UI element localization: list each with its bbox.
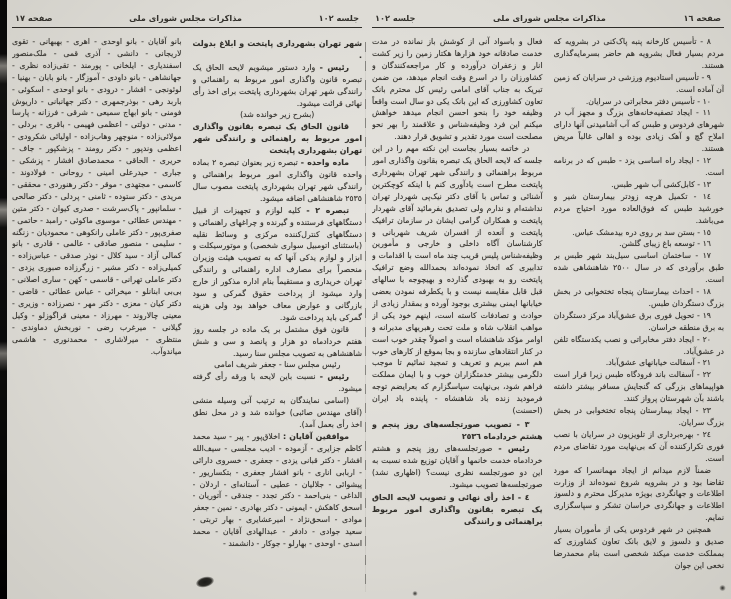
ink-blot (719, 585, 726, 591)
list-item: ١٩ - تحویل فوری برق عشق‌آباد مرکز دستگردان به برق منطقه خراسان. (553, 310, 724, 332)
chairman-paragraph (372, 443, 543, 491)
law-title: قانون الحاق یک تبصره بقانون واگذاری امور مربوط به راهنمائی و رانندگی شهر تهران بشهرداری پایتخت (192, 122, 362, 156)
voters-names: اخلاق‌پور - پیر - سید محمد کاظم جزایری - آزموده - ادیب مجلسی - سیف‌الله افشار - دکتر قبانی یزدی - جعفری - خسروی دارائی - اربابی اناری - بانو افشار جعفری - بتکساریور - پیشوائی - جلالیان - عطیی - آستانه‌ای - اردلان - الداغی - بنی‌احمد - دکتر تجدد - جندقی - آتوریان - اسحق کاهکش - ایمونی - دکتر بهادری - نمین - جعفر موادی - اسحق‌نژاد - امیرعشایری - بهار تربتی - سعید جوادی - دادفر - عبدالهادی آقایان - محمد اسدی - اوحدی - بهارلو - جوکار - دانشمند - (192, 431, 362, 549)
list-item: ١١ - ایجاد تصفیه‌خانه‌های بزرگ و مجهز آب در شهرهای فردوس و طبس که آب آشامیدنی آنها دارای املاح گچ و آهک زیادی بوده و اهالی غالباً مریض هستند. (553, 108, 724, 154)
section-heading-4: ٤ - اخذ رأی نهائی و تصویب لایحه الحاق یک تبصره بقانون واگذاری امور مربوط براهنمائی و رانندگی (372, 493, 543, 527)
list-item: ١٤ - تکمیل هرچه زودتر بیمارستان شیر و خورشید طبس که فوق‌العاده مورد احتیاج مردم می‌باشد. (553, 191, 724, 225)
article-label: ماده واحده - (300, 158, 349, 168)
section-heading-3: ٣ - تصویب صورتجلسه‌های روز پنجم و هشتم خردادماه ٢٥٣٦ (372, 420, 543, 441)
stage-direction: (اسامی نمایندگان به ترتیب آتی وسیله منشی (آقای مهندس صائبی) خوانده شد و در محل نطق اخذ رأی بعمل آمد). (192, 396, 362, 429)
list-item: ١٣ - کابل‌کشی آب شهر طبس. (611, 179, 711, 189)
voters-label: موافقین آقایان : (283, 431, 349, 441)
page-header (12, 13, 362, 28)
list-item: ٢٠ - ایجاد دفتر مخابراتی و نصب یکدستگاه تلفن در عشق‌آباد. (553, 334, 724, 356)
page-header (372, 13, 724, 28)
column-right (554, 36, 725, 572)
list-item: ١٢ - ایجاد راه اساسی یزد - طبس که در برنامه است. (553, 156, 724, 177)
speech-text: وارد دستور میشویم لایحه الحاق یک تبصره قانون واگذاری امور مربوط به راهنمائی و رانندگی شهر تهران بشهرداری پایتخت برای اخذ رأی نهائی قرائت میشود. (192, 62, 362, 108)
list-item: ١٦ - توسعه باغ زیبای گلشن. (619, 239, 711, 249)
stage-direction: (بشرح زیر خوانده شد) (240, 110, 315, 120)
chairman-paragraph (193, 371, 363, 395)
list-item: ٨ - تأسیس کارخانه پنبه پاک‌کنی در بشرویه که مردم بسیار فعال بشرویه هم حاضر بسرمایه‌گذاری هستند. (553, 37, 724, 70)
speech-text: صورتجلسه‌های روز پنجم و هشتم خردادماه خدمت خانمها و آقایان توزیع شده نسبت به این دو صورتجلسه نظری نیست؟ (اظهاری نشد) صورتجلسه‌ها تصویب میشود. (372, 443, 543, 489)
ink-blot (195, 575, 215, 589)
list-item: ٢٤ - بهره‌برداری از تلویزیون در سرایان با نصب فوری تکرارکننده آن که بی‌نهایت مورد تقاضای مردم است. (553, 429, 724, 463)
page-right (372, 13, 724, 572)
speaker-label: رئیس - (498, 443, 530, 453)
list-item: ٩ - تأسیس استادیوم ورزشی در سرایان که زمین آن آماده است. (553, 72, 724, 94)
paragraph: فعال و باسواد آنی از کوشش باز نمانده در مدت خدمت صادقانه خود هزارها هکتار زمین را زیر کشت انار و زعفران درآورده و کار مراجعه‌کنندگان و کشاورزان را در اسرع وقت انجام میدهد، من ضمن تبریک به جناب آقای امامی رئیس کل محترم بانک تعاون کشاورزی که این بانک یکی دو سال است واقعاً وظیفه خود را بنحو احسن انجام میدهد خواهش میکنم این فرد وظیفه‌شناس و علاقمند را بهر نحو مصلحت است مورد تقدیر و تشویق قرار دهند. (372, 37, 543, 142)
column-left (12, 36, 182, 572)
note-paragraph (193, 205, 363, 324)
column-right (193, 36, 363, 572)
ink-blot (412, 591, 418, 596)
page-gutter-line (365, 42, 366, 592)
page-left (12, 13, 362, 572)
session-label: جلسه ١٠٢ (318, 13, 359, 23)
voters-paragraph (193, 431, 363, 550)
scan-binding-edge (0, 0, 7, 599)
list-item: ١٧ - ساختمان اساسی سیل‌بند شهر طبس بر طبق برآوردی که در سال ٢٥٠٠ شاهنشاهی شده است. (553, 251, 724, 285)
list-item: ٢١ - آسفالت خیابانهای عشق‌آباد. (605, 358, 711, 368)
page-number-label: صفحه ١٧ (15, 13, 53, 23)
list-item: ١٠ - تأسیس دفتر مخابراتی در سرایان. (585, 96, 711, 106)
paragraph: قانون فوق مشتمل بر یک ماده در جلسه روز هفتم خردادماه دو هزار و پانصد و سی و شش شاهنشاهی به تصویب مجلس سنا رسید. (192, 324, 362, 358)
gazette-title: مذاکرات مجلس شورای ملی (129, 13, 242, 23)
section-heading-4-continued: شهر تهران بشهرداری پایتخت و ابلاغ بدولت . (192, 39, 362, 60)
list-item: ٢٢ - آسفالت باند فرودگاه طبس زیرا قرار است هواپیماهای بزرگی که گنجایش مسافر بیشتر داشته باشند بآن شهرستان پرواز کنند. (553, 370, 724, 404)
voters-names-continued: بانو آقایان - بانو اوحدی - اهری - بهبهانی - تقوی لاریجانی - دانشی - آذری قمی - ملک‌منصور اسفندیاری - ایلخانی - پورمند - تقی‌زاده نظری - جهانشاهی - بانو داودی - آموزگار - بانو بابان - بهنیا - لوئونجی - افشار - درودی - بانو اوحدی - اسکوئی - باربد رهی - بوذرجمهری - دکتر جهانبانی - داریوش فومنی - بانو ابهاج سمیعی - شرقی - فرزانه - پارسا - مدنی - دولتی - اعظمی فهیمی - باقری - بردلی - مولائی‌زاده - منوچهر وهاب‌زاده - اولیائی شکرودی - اعظمی وندپور - دکتر رومند - پزشکپور - جاف - حریری - الحاقی - محمدصادق افشار - پزشکی - جباری - حیدرعلی امینی - روحانی - فولادوند - کاسمی - مجتهدی - موقر - دکتر رهنوردی - محققی - مریدی - دکتر ستوده - ثامنی - پردلی - دکتر صالحی - سلمانپور - پاک‌سرشت - صدری کیوان - دکتر متین - مهندس عطائی - موسوی ماکوئی - رامبد - حاتمی - صفری‌پور - دکتر عاملی رانکوهی - محمودیان - زنگنه - سلیمی - منصور صادقی - عالمی - قادری - بانو کمالی آزاد - سید کلال - نوذر صدقی - عباس‌زاده - کمیلی‌زاده - دکتر مشیر - زرگرزاده صبوری یزدی - دکتر عاملی تهرانی - قاسمی - کهن - ساری اصلانی - بی‌بی ابنانلو - میخرائی - عباس عطائی - قاضی - دکتر کیان - معزی - دکتر مهر - نصرزاده - وزیری - معینی چالاروند - مهرزاد - معینی قراگوزلو - وکیل گیلانی - میرغرب رضی - نوربخش دماوندی - منتظری - میرلاشاری - محمدنوری - هاشمی میاندوآب. (12, 37, 182, 356)
list-item: ١٥ - بستن سد بر روی دره بیدمشک عباس. (572, 227, 711, 237)
page-number-label: صفحه ١٦ (683, 13, 721, 23)
speaker-label: رئیس - (319, 62, 350, 72)
list-item: ١٨ - احداث بیمارستان پنجاه تختخوابی در بخش بزرگ دستگردان طبس. (553, 287, 724, 308)
note-text: کلیه لوازم و تجهیزات از قبیل دستگاههای فرستنده و گیرنده و چراغهای راهنمائی و دستگاههای کنترل‌کننده مرکزی و وسائط نقلیه (باستثنای اتومبیل سواری شخصی) و موتورسیکلت و ابزار و لوازم یدکی آنها که به تصویب هیئت وزیران منحصراً برای مصارف اداره راهنمائی و رانندگی تهران خریداری و مستقیماً بنام اداره مذکور از خارج وارد میشود از پرداخت حقوق گمرکی و سود بازرگانی و عوارض معاف خواهد بود ولی هزینه گمرکی باید پرداخت شود. (192, 205, 362, 322)
article-paragraph (193, 157, 363, 205)
paragraph: ضمناً لازم میدانم از ایجاد مهمانسرا که مورد تقاضا بود و در بشرویه شروع نموده‌اند از وزارت اطلاعات و جهانگردی بویژه مدیرکل محترم و دلسوز اطلاعات و جهانگردی خراسان تشکر و سپاسگزاری نمایم. (553, 465, 724, 523)
speech-text: نسبت باین لایحه با ورقه رأی گرفته میشود. (192, 372, 362, 394)
article-text: تبصره زیر بعنوان تبصره ٢ بماده واحده قانون واگذاری امور مربوط براهنمائی و رانندگی شهر تهران بشهرداری پایتخت مصوب سال ٢٥٣٥ شاهنشاهی اضافه میشود. (192, 158, 362, 203)
speaker-label: رئیس - (319, 372, 349, 382)
gazette-title: مذاکرات مجلس شورای ملی (493, 13, 606, 23)
paragraph: همچنین در شهر فردوس یکی از مأموران بسیار صدیق و دلسوز و لایق بانک تعاون کشاورزی که بمملکت خدمت میکند شخصی است بنام محمدرضا نخعی این جوان (553, 525, 724, 570)
list-item: ٢٣ - ایجاد بیمارستان پنجاه تختخوابی در بخش بزرگ سرایان. (553, 406, 724, 427)
chairman-paragraph (193, 62, 363, 110)
page-columns (372, 36, 724, 572)
column-left (372, 36, 543, 572)
session-label: جلسه ١٠٢ (375, 13, 416, 23)
senate-signature: رئیس مجلس سنا - جعفر شریف امامی (214, 360, 341, 370)
page-columns (12, 36, 362, 572)
note-label: تبصره ٢ - (306, 205, 350, 215)
paragraph: در خاتمه بسیار بجاست این نکته مهم را در این جلسه که لایحه الحاق یک تبصره بقانون واگذاری امور مربوط براهنمائی و رانندگی شهر تهران بشهرداری پایتخت مطرح است یادآوری کنم با اینکه کوچکترین آشنائی و تماس با آقای دکتر نیک‌پی شهردار تهران نداشته‌ام و ندارم ولی تصدیق بفرمائید آقای شهردار پایتخت و همکاران گرامی ایشان در سازمان ترافیک پایتخت و آنعده از افسران شریف شهربانی و کارشناسان آگاه داخلی و خارجی و مأمورین وظیفه‌شناس پلیس قریب چند ماه است با اقدامات و تدابیری که اتخاذ نموده‌اند بحمدالله وضع ترافیک پایتخت رو به بهبودی گذارده و بهیچوجه با سالهای قبل قابل مقایسه نیست و با یکطرفه نمودن بعضی خیابانها ایمنی بیشتری بوجود آورده و بمقدار زیادی از حوادث و تصادفات کاسته است، اینهم خود یکی از مواهب انقلاب شاه و ملت تحت رهبریهای مدبرانه و اوامر مؤکد شاهنشاه است و اصولاً چقدر خوب است در کنار انتقادهای سازنده و بجا بموقع از کارهای خوب هم اسم ببریم و تعریف و تمجید نمائیم تا موجب دلگرمی بیشتر خدمتگزاران خوب و با ایمان مملکت فراهم شود، بی‌نهایت سپاسگزارم که بعرایضم توجه فرمودید زنده باد شاهنشاه - پاینده باد ایران (احسنت) (372, 144, 543, 416)
